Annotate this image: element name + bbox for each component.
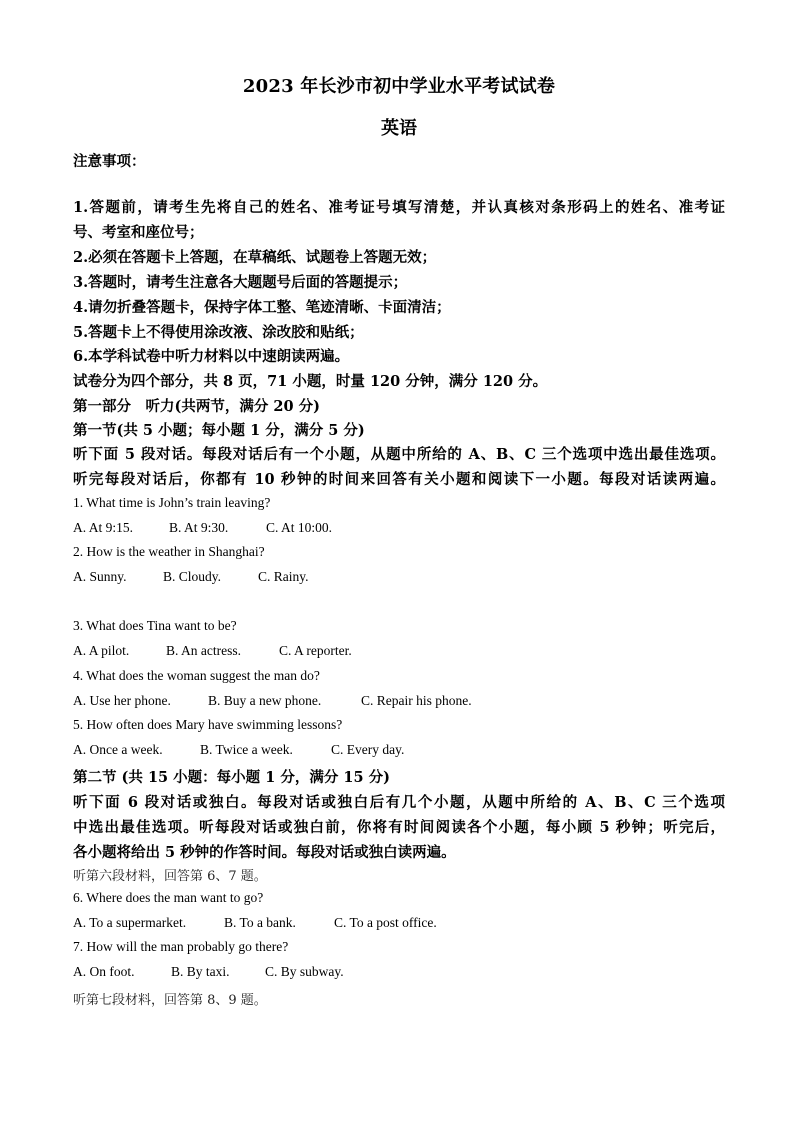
question-2: 2. How is the weather in Shanghai? [73,544,265,559]
notice-item-3: 3.答题时，请考生注意各大题题号后面的答题提示； [73,274,408,291]
option-a: A. Sunny. [73,569,127,584]
option-c: C. Rainy. [258,569,309,584]
material-7-note: 听第七段材料，回答第 8、9 题。 [73,993,267,1008]
notice-item-1: 1.答题前，请考生先将自己的姓名、准考证号填写清楚，并认真核对条形码上的姓名、准考证 [73,199,725,216]
option-c: C. At 10:00. [266,520,333,535]
question-2-options [73,569,309,585]
section2-instruction-1: 听下面 6 段对话或独白。每段对话或独白后有几个小题，从题中所给的 A、B、C 三个选项 [73,794,725,811]
option-c: C. To a post office. [334,915,437,930]
question-5-options [73,742,404,758]
option-b: B. Twice a week. [200,742,293,757]
option-c: C. By subway. [265,964,344,979]
notice-item-4: 4.请勿折叠答题卡，保持字体工整、笔迹清晰、卡面清洁； [73,299,451,316]
paper-info: 试卷分为四个部分，共 8 页，71 小题，时量 120 分钟，满分 120 分。 [73,373,548,390]
question-1-options [73,520,332,536]
question-5: 5. How often does Mary have swimming lessons? [73,717,343,732]
option-a: A. Once a week. [73,742,163,757]
question-6: 6. Where does the man want to go? [73,890,264,905]
subject-title: 英语 [381,118,417,139]
option-b: B. An actress. [166,643,241,658]
option-b: B. At 9:30. [169,520,229,535]
question-3-options [73,643,352,659]
part1-heading: 第一部分 听力(共两节，满分 20 分) [73,398,320,415]
exam-title: 2023 年长沙市初中学业水平考试试卷 [242,76,556,97]
option-b: B. By taxi. [171,964,230,979]
option-a: A. On foot. [73,964,135,979]
question-4: 4. What does the woman suggest the man do? [73,668,320,683]
section1-heading: 第一节(共 5 小题；每小题 1 分，满分 5 分) [73,422,365,439]
notice-item-6: 6.本学科试卷中听力材料以中速朗读两遍。 [73,348,350,365]
section2-instruction-3: 各小题将给出 5 秒钟的作答时间。每段对话或独白读两遍。 [73,844,456,861]
notice-item-2: 2.必须在答题卡上答题，在草稿纸、试题卷上答题无效； [73,249,437,266]
question-6-options [73,915,437,931]
section1-instruction-1: 听下面 5 段对话。每段对话后有一个小题，从题中所给的 A、B、C 三个选项中选出最佳选项。 [73,446,725,463]
section1-instruction-2: 听完每段对话后，你都有 10 秒钟的时间来回答有关小题和阅读下一小题。每段对话读两遍。 [73,471,725,488]
question-4-options [73,693,472,709]
option-c: C. A reporter. [279,643,352,658]
material-6-note: 听第六段材料，回答第 6、7 题。 [73,869,267,884]
question-1: 1. What time is John’s train leaving? [73,495,271,510]
question-3: 3. What does Tina want to be? [73,618,237,633]
notice-heading: 注意事项： [73,153,146,170]
option-a: A. At 9:15. [73,520,134,535]
option-c: C. Every day. [331,742,405,757]
notice-item-1-cont: 号、考室和座位号； [73,224,204,241]
option-b: B. Buy a new phone. [208,693,322,708]
question-7: 7. How will the man probably go there? [73,939,289,954]
option-b: B. To a bank. [224,915,296,930]
option-a: A. To a supermarket. [73,915,187,930]
notice-item-5: 5.答题卡上不得使用涂改液、涂改胶和贴纸； [73,324,364,341]
question-7-options [73,964,344,980]
section2-heading: 第二节 (共 15 小题：每小题 1 分，满分 15 分) [73,769,391,786]
option-a: A. Use her phone. [73,693,171,708]
option-c: C. Repair his phone. [361,693,472,708]
option-a: A. A pilot. [73,643,130,658]
section2-instruction-2: 中选出最佳选项。听每段对话或独白前，你将有时间阅读各个小题，每小顾 5 秒钟；听完后， [73,819,725,836]
option-b: B. Cloudy. [163,569,222,584]
